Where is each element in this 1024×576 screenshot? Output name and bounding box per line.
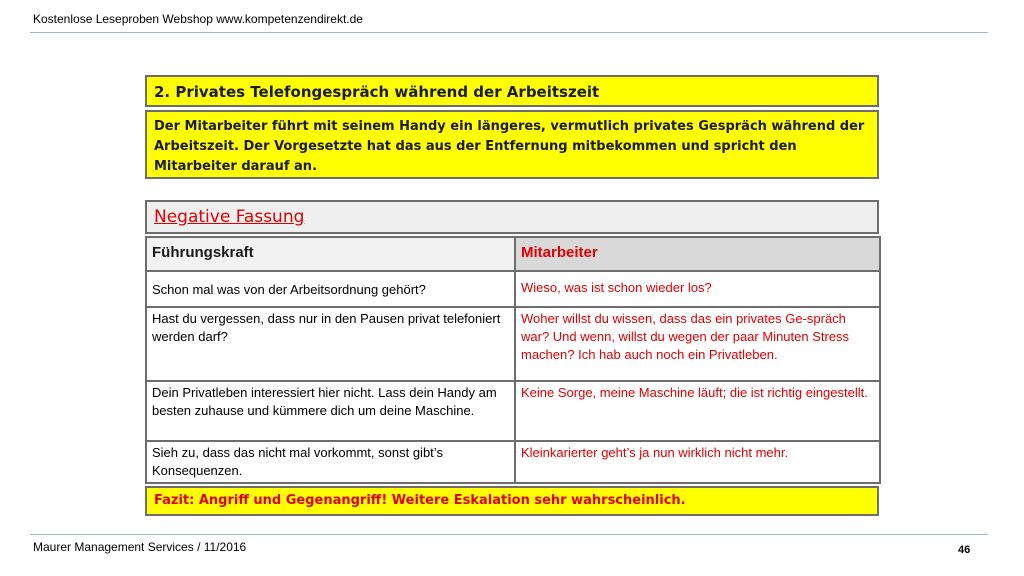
negative-version-title: Negative Fassung: [154, 207, 305, 227]
scenario-box: [145, 110, 879, 179]
fuehrungskraft-cell: Hast du vergessen, dass nur in den Pausen privat telefoniert werden darf?: [146, 307, 515, 381]
header-fuehrungskraft: Führungskraft: [146, 237, 515, 271]
footer-text: Maurer Management Services / 11/2016: [33, 540, 247, 554]
scenario-text: Der Mitarbeiter führt mit seinem Handy ein längeres, vermutlich privates Gespräch während der Arbeitszeit. Der Vorgesetzte hat das aus der Entfernung mitbekommen und spricht den Mitarbeiter darauf an.: [154, 119, 865, 174]
footer-divider: [30, 534, 988, 535]
negative-version-box: [145, 200, 879, 234]
fuehrungskraft-cell: Sieh zu, dass das nicht mal vorkommt, sonst gibt’s Konsequenzen.: [146, 441, 515, 483]
header-divider: [30, 32, 988, 33]
conclusion-box: [145, 486, 879, 516]
dialogue-table: [145, 236, 881, 484]
header-mitarbeiter: Mitarbeiter: [515, 237, 880, 271]
mitarbeiter-cell: Wieso, was ist schon wieder los?: [515, 271, 880, 307]
table-header-row: [146, 237, 880, 271]
page-number: 46: [958, 544, 971, 556]
section-title-box: [145, 75, 879, 107]
table-row: [146, 307, 880, 381]
mitarbeiter-cell: Kleinkarierter geht’s ja nun wirklich nicht mehr.: [515, 441, 880, 483]
table-row: [146, 381, 880, 441]
table-row: [146, 271, 880, 307]
fuehrungskraft-cell: Schon mal was von der Arbeitsordnung gehört?: [146, 271, 515, 307]
table-row: [146, 441, 880, 483]
header-text: Kostenlose Leseproben Webshop www.kompetenzendirekt.de: [33, 12, 363, 26]
mitarbeiter-cell: Keine Sorge, meine Maschine läuft; die ist richtig eingestellt.: [515, 381, 880, 441]
fuehrungskraft-cell: Dein Privatleben interessiert hier nicht. Lass dein Handy am besten zuhause und kümmere dich um deine Maschine.: [146, 381, 515, 441]
conclusion-text: Fazit: Angriff und Gegenangriff! Weitere Eskalation sehr wahrscheinlich.: [154, 493, 686, 508]
mitarbeiter-cell: Woher willst du wissen, dass das ein privates Ge-spräch war? Und wenn, willst du wegen der paar Minuten Stress machen? Ich hab auch noch ein Privatleben.: [515, 307, 880, 381]
section-title: 2. Privates Telefongespräch während der Arbeitszeit: [154, 83, 600, 101]
